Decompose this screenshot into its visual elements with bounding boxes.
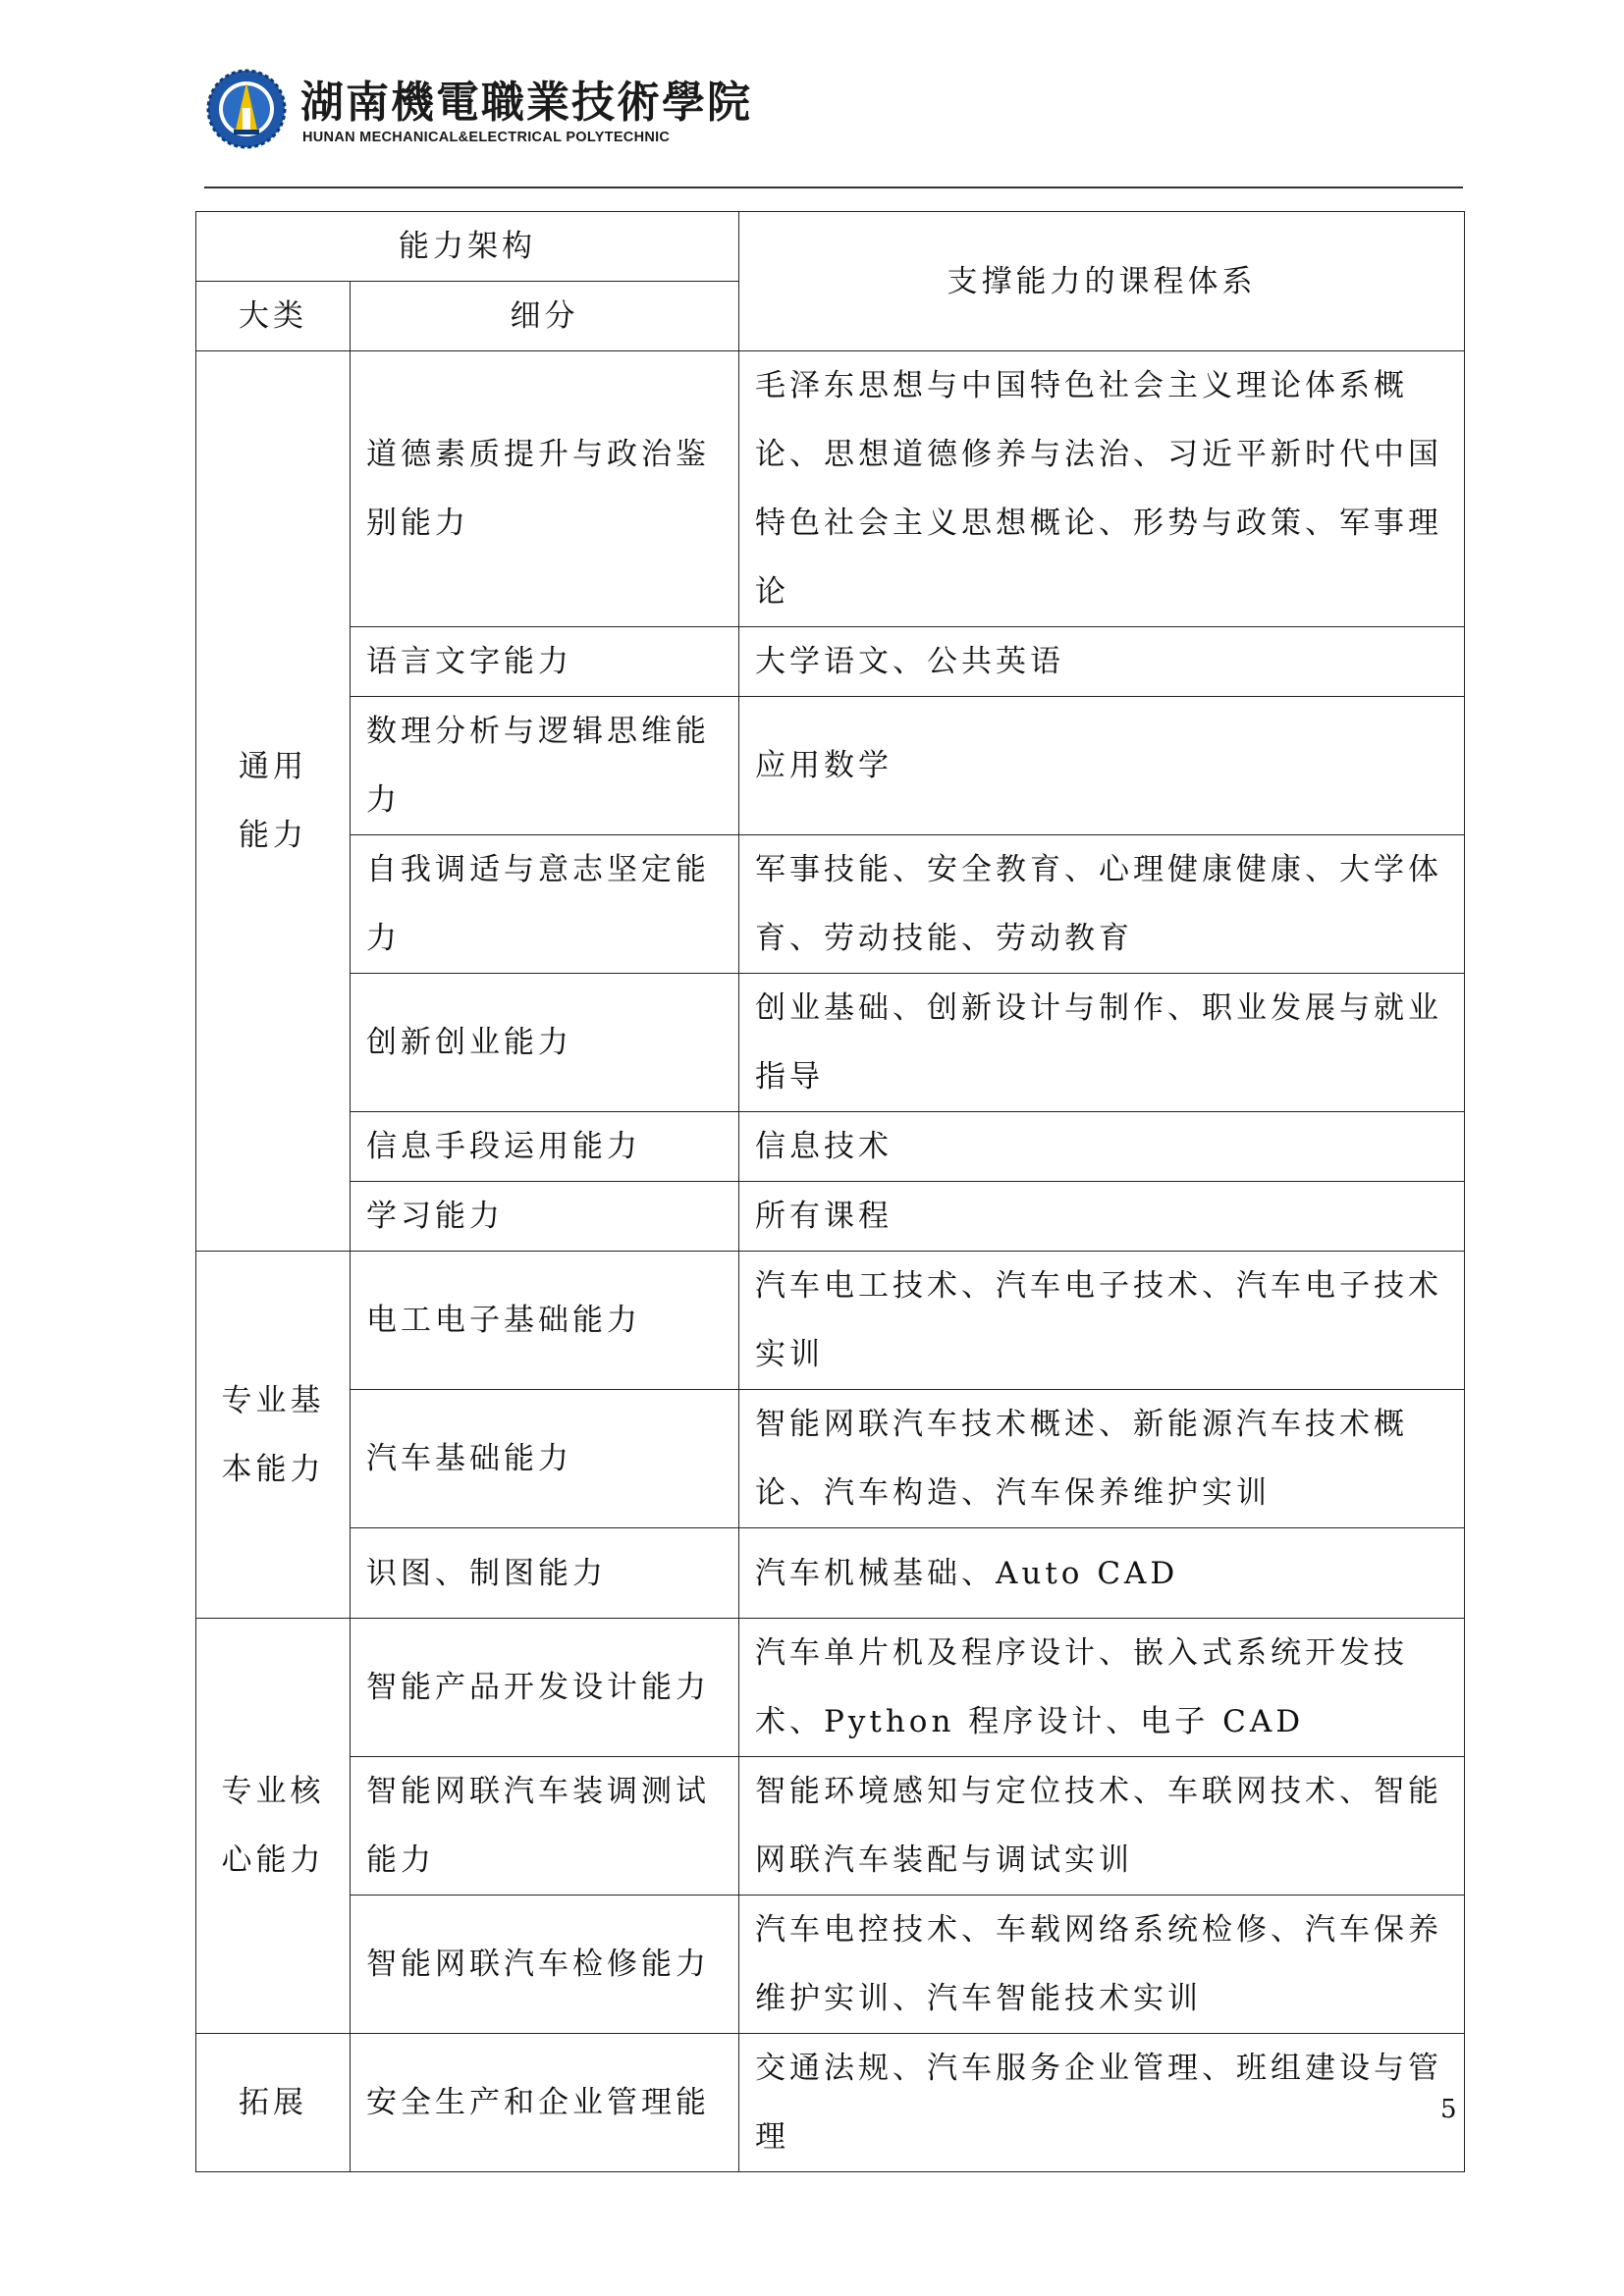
subcategory-cell: 电工电子基础能力: [351, 1252, 739, 1390]
courses-cell: 汽车电控技术、车载网络系统检修、汽车保养维护实训、汽车智能技术实训: [739, 1896, 1465, 2034]
table-row: [196, 627, 1465, 697]
courses-cell: 汽车机械基础、Auto CAD: [739, 1528, 1465, 1619]
courses-cell: 创业基础、创新设计与制作、职业发展与就业指导: [739, 974, 1465, 1112]
courses-cell: 智能网联汽车技术概述、新能源汽车技术概论、汽车构造、汽车保养维护实训: [739, 1390, 1465, 1528]
table-row: [196, 697, 1465, 835]
subcategory-cell: 学习能力: [351, 1182, 739, 1252]
category-cell: 专业核心能力: [196, 1619, 351, 2034]
subcategory-cell: 汽车基础能力: [351, 1390, 739, 1528]
courses-cell: 毛泽东思想与中国特色社会主义理论体系概论、思想道德修养与法治、习近平新时代中国特色社会主义思想概论、形势与政策、军事理论: [739, 351, 1465, 627]
table-row: [196, 1757, 1465, 1896]
subcategory-cell: 识图、制图能力: [351, 1528, 739, 1619]
subcategory-cell: 语言文字能力: [351, 627, 739, 697]
subcategory-cell: 数理分析与逻辑思维能力: [351, 697, 739, 835]
table-row: [196, 1252, 1465, 1390]
subcategory-cell: 信息手段运用能力: [351, 1112, 739, 1182]
category-cell: 通用能力: [196, 351, 351, 1252]
courses-cell: 智能环境感知与定位技术、车联网技术、智能网联汽车装配与调试实训: [739, 1757, 1465, 1896]
subcategory-cell: 创新创业能力: [351, 974, 739, 1112]
page-header: [206, 63, 752, 171]
header-framework: 能力架构: [196, 212, 739, 282]
table-row: [196, 1182, 1465, 1252]
subcategory-cell: 智能产品开发设计能力: [351, 1619, 739, 1757]
school-name-en: HUNAN MECHANICAL&ELECTRICAL POLYTECHNIC: [302, 130, 671, 145]
ability-course-table: [195, 211, 1465, 2172]
school-name-cn: 湖南機電職業技術學院: [300, 78, 752, 128]
header-courses: 支撑能力的课程体系: [739, 212, 1465, 351]
table-row: [196, 974, 1465, 1112]
table-row: [196, 1619, 1465, 1757]
subcategory-cell: 道德素质提升与政治鉴别能力: [351, 351, 739, 627]
table-row: [196, 1112, 1465, 1182]
table-row: [196, 1528, 1465, 1619]
courses-cell: 军事技能、安全教育、心理健康健康、大学体育、劳动技能、劳动教育: [739, 835, 1465, 974]
courses-cell: 信息技术: [739, 1112, 1465, 1182]
table-row: [196, 1390, 1465, 1528]
school-logo-icon: [206, 69, 287, 149]
header-divider: [204, 187, 1463, 188]
courses-cell: 汽车电工技术、汽车电子技术、汽车电子技术实训: [739, 1252, 1465, 1390]
courses-cell: 交通法规、汽车服务企业管理、班组建设与管理: [739, 2034, 1465, 2172]
table-header-row: [196, 212, 1465, 282]
table-row: [196, 835, 1465, 974]
courses-cell: 大学语文、公共英语: [739, 627, 1465, 697]
category-cell: 专业基本能力: [196, 1252, 351, 1619]
header-category: 大类: [196, 282, 351, 351]
category-cell: 拓展: [196, 2034, 351, 2172]
table-row: [196, 1896, 1465, 2034]
subcategory-cell: 智能网联汽车装调测试能力: [351, 1757, 739, 1896]
header-subcategory: 细分: [351, 282, 739, 351]
courses-cell: 应用数学: [739, 697, 1465, 835]
subcategory-cell: 安全生产和企业管理能: [351, 2034, 739, 2172]
page-number: 5: [1440, 2095, 1457, 2124]
courses-cell: 所有课程: [739, 1182, 1465, 1252]
subcategory-cell: 自我调适与意志坚定能力: [351, 835, 739, 974]
courses-cell: 汽车单片机及程序设计、嵌入式系统开发技术、Python 程序设计、电子 CAD: [739, 1619, 1465, 1757]
table-row: [196, 351, 1465, 627]
table-row: [196, 2034, 1465, 2172]
subcategory-cell: 智能网联汽车检修能力: [351, 1896, 739, 2034]
